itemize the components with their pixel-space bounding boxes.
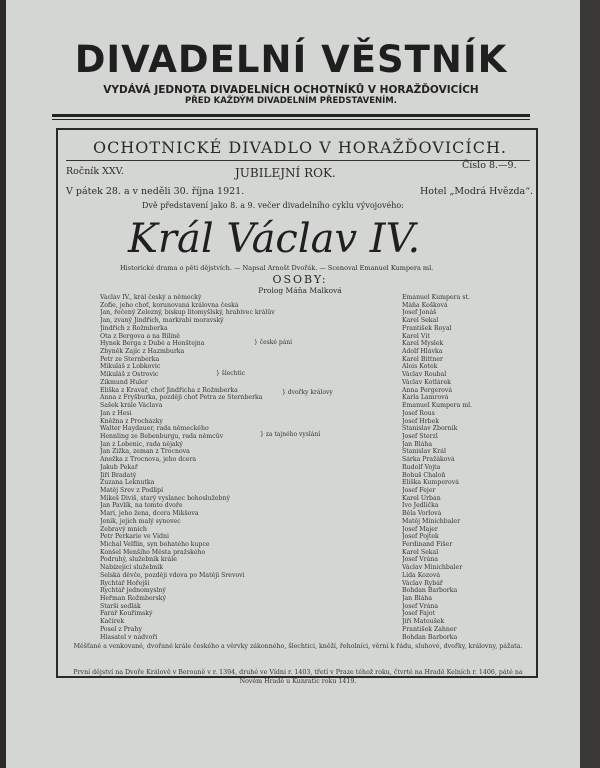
brace-delegation: } za tajného vyslání	[260, 431, 321, 438]
actor-name: Josef Vrána	[402, 556, 439, 564]
role-name: Farář Kouřimský	[100, 610, 153, 618]
masthead-rule-thin	[52, 119, 530, 120]
masthead-subtitle-2: PŘED KAŽDÝM DIVADELNÍM PŘEDSTAVENÍM.	[185, 96, 397, 106]
role-name: Jiří Bradatý	[100, 471, 137, 479]
role-name: Jindřich z Rožmberka	[100, 324, 168, 332]
role-name: Žofie, jeho choť, korunovaná královna česká	[100, 301, 239, 309]
actor-name: Šárka Pražáková	[402, 456, 455, 464]
role-name: Jenik, jejich malý synovec	[100, 517, 181, 525]
prologue-label: Prolog Máňa Malková	[258, 286, 342, 295]
masthead-subtitle: VYDÁVÁ JEDNOTA DIVADELNÍCH OCHOTNÍKŮ V HORAŽĎOVICÍCH	[103, 84, 479, 96]
actor-name: Stanislav Zborník	[402, 425, 458, 433]
role-name: Zikmund Huler	[100, 378, 148, 386]
actor-name: Máňa Košková	[402, 301, 448, 309]
actor-name: Emanuel Kumpera st.	[402, 294, 470, 301]
actor-name: Jan Bláha	[402, 595, 433, 603]
brace-noble: } šlechtic	[216, 370, 246, 377]
role-name: Zbyněk Zajíc z Hazmburka	[100, 348, 185, 356]
role-name: Michal Velflin, syn bohatého kupce	[100, 541, 210, 548]
brace-lords: } české páni	[254, 339, 293, 346]
performances-label: Dvě představení jako 8. a 9. večer divadelního cyklu vývojového:	[142, 201, 404, 210]
actor-name: Václav Kotlárek	[402, 378, 451, 386]
background-edge	[580, 0, 600, 768]
actor-name: Josef Jonáš	[402, 309, 437, 317]
cast-heading: OSOBY:	[272, 273, 328, 286]
actor-name: Josef Fajot	[402, 610, 435, 618]
actor-name: Anna Pergerová	[402, 386, 453, 394]
actor-name: Matěj Minichbaler	[402, 517, 461, 525]
role-name: Jan z Lobenic, rada nějaký	[100, 440, 183, 448]
actor-name: Adolf Hlávka	[402, 348, 443, 356]
role-name: Mikeš Diviš, starý vyslanec bohoslužebný	[100, 494, 230, 502]
role-name: Kačírek	[100, 618, 125, 626]
actor-name: Jiří Matoušek	[402, 618, 445, 626]
actor-name: František Zahner	[402, 625, 457, 633]
play-title: Král Václav IV.	[128, 216, 421, 262]
role-name: Selská děvče, později vdova po Matěji Šrevovi	[100, 571, 245, 579]
actor-name: Karel Bittner	[402, 355, 443, 363]
role-name: Václav IV., král český a německý	[100, 294, 202, 301]
role-name: Posel z Prahy	[100, 625, 142, 633]
roles-column	[100, 294, 400, 641]
actor-name: Ivo Jedlička	[402, 502, 439, 510]
role-name: Jan, řečený Železný, biskup litomyšlský, hrabivec králův	[100, 309, 275, 317]
role-name: Rychtář Hořejší	[100, 579, 150, 587]
brace-ladies-label: dvořky královy	[287, 389, 333, 396]
brace-delegation-label: za tajného vyslání	[265, 431, 321, 438]
role-name: Anežka z Trocnova, jeho dcera	[100, 456, 197, 464]
role-name: Jan Žižka, zeman z Trocnova	[100, 448, 190, 456]
role-name: Heřman Rožmberský	[100, 595, 167, 603]
actor-name: Jan Bláha	[402, 440, 433, 448]
role-name: Ota z Bergova a na Bílině	[100, 332, 180, 340]
actor-name: Eliška Kumperová	[402, 479, 459, 487]
role-name: Petr ze Šternberka	[100, 355, 160, 363]
role-name: Starší sedlák	[100, 602, 141, 610]
jubilee-label: JUBILEJNÍ ROK.	[235, 166, 336, 180]
actor-name: František Royal	[402, 324, 452, 332]
role-name: Nabízející služebník	[100, 564, 164, 572]
role-name: Podruhý, služebník krále	[100, 556, 177, 564]
play-info: Historické drama o pěti dějstvích. — Napsal Arnošt Dvořák. — Scenoval Emanuel Kumpera ml.	[120, 264, 434, 272]
actor-name: Lída Kozová	[402, 571, 441, 579]
masthead-title: DIVADELNÍ VĚSTNÍK	[74, 38, 508, 81]
role-name: Jan, zvaný Jindřich, markrabí moravský	[100, 317, 224, 325]
actor-name: Karel Urban	[402, 494, 441, 502]
actor-name: Alois Kotek	[402, 363, 438, 371]
actor-name: Josef Hrbek	[402, 417, 440, 425]
actors-column	[402, 294, 532, 641]
actor-name: Bohuš Chaloň	[402, 471, 446, 479]
role-name: Zuzana Leknutka	[100, 479, 155, 487]
venue-label: Hotel „Modrá Hvězda“.	[420, 186, 534, 197]
role-name: Konšel Menšího Města pražského	[100, 548, 206, 556]
dates-label: V pátek 28. a v neděli 30. října 1921.	[66, 186, 245, 197]
role-name: Eliška z Kravař, choť Jindřicha z Rožmberka	[100, 386, 238, 394]
actor-name: Václav Roubal	[402, 371, 447, 379]
masthead	[48, 40, 534, 106]
actor-name: Václav Rybář	[402, 579, 443, 587]
actor-name: Rudolf Vojta	[402, 463, 441, 471]
volume-label: Ročník XXV.	[66, 166, 124, 177]
brace-noble-label: šlechtic	[221, 370, 246, 377]
actor-name: Emanuel Kumpera ml.	[402, 402, 473, 410]
role-name: Petr Perkarie ve Vídni	[100, 533, 169, 541]
actor-name: Josef Vrána	[402, 602, 439, 610]
role-name: Marí, jeho žena, dcera Mikšova	[100, 510, 199, 518]
role-name: Hlasatel v nádvoří	[100, 633, 158, 641]
actor-name: Josef Rous	[402, 409, 435, 417]
role-name: Kněžna z Procházky	[100, 417, 163, 425]
role-name: Žebravý mnich	[100, 525, 147, 533]
actor-name: Václav Minichbaler	[402, 564, 463, 572]
actor-name: Karla Lamrová	[402, 394, 449, 402]
actor-name: Bohdan Barborka	[402, 633, 458, 641]
role-name: Mikuláš z Ostrovic	[100, 371, 159, 379]
actor-name: Karel Myslek	[402, 340, 444, 348]
role-name: Matěj Šrev z Podlipí	[100, 486, 164, 494]
role-name: Mikuláš z Lobkovic	[100, 363, 161, 371]
role-name: Sašek krále Václava	[100, 402, 163, 410]
actor-name: Karel Vít	[402, 332, 430, 340]
role-name: Walter Haydauer, rada německého	[100, 425, 209, 433]
history-note: První dějství na Dvoře Králově v Berouně v r. 1394, druhé ve Vídni r. 1403, třetí v Praze téhož roku, čtvrté na Hradě Kelních r. 1406, páté na Novém Hradě u Kunratic roku 1419.	[73, 669, 523, 685]
theatre-name: OCHOTNICKÉ DIVADLO V HORAŽĎOVICÍCH.	[92, 138, 508, 157]
actor-name: Josef Šterzl	[402, 432, 438, 440]
actor-name: Josef Fejer	[402, 486, 436, 494]
role-name: Jan z Hesi	[100, 409, 132, 417]
brace-ladies: } dvořky královy	[282, 389, 333, 396]
actor-name: Josef Majer	[402, 525, 438, 533]
role-name: Hynek Berga z Dubé a Honštejna	[100, 340, 205, 348]
actor-name: Josef Pojtek	[402, 533, 439, 541]
actor-name: Karel Sekal	[402, 548, 439, 556]
issue-label: Číslo 8.—9.	[462, 160, 517, 171]
role-name: Jan Pavlík, na tomto dvoře	[100, 502, 183, 510]
actor-name: Ferdinand Fišer	[402, 541, 453, 548]
actor-name: Bohdan Barborka	[402, 587, 458, 595]
role-name: Hennling ze Bebenburgu, rada němcův	[100, 432, 224, 440]
actor-name: Stanislav Král	[402, 448, 446, 456]
actor-name: Běla Vorlová	[402, 510, 442, 518]
setting-note: Měšťané a venkované, dvořané krále českého a věrvky zákonného, šlechtici, kněží, řeholníci, věrní k řádu, sluhové, dvořky, královny, pážata.	[73, 643, 523, 650]
brace-lords-label: české páni	[259, 339, 293, 346]
actor-name: Karel Sekal	[402, 317, 439, 325]
role-name: Jakub Pekař	[100, 463, 138, 471]
header-rule	[66, 160, 530, 161]
masthead-rule	[52, 114, 530, 117]
role-name: Rychtář jednomyslný	[100, 587, 166, 595]
role-name: Anna z Fryšburka, později choť Petra ze Šternberka	[100, 394, 263, 402]
